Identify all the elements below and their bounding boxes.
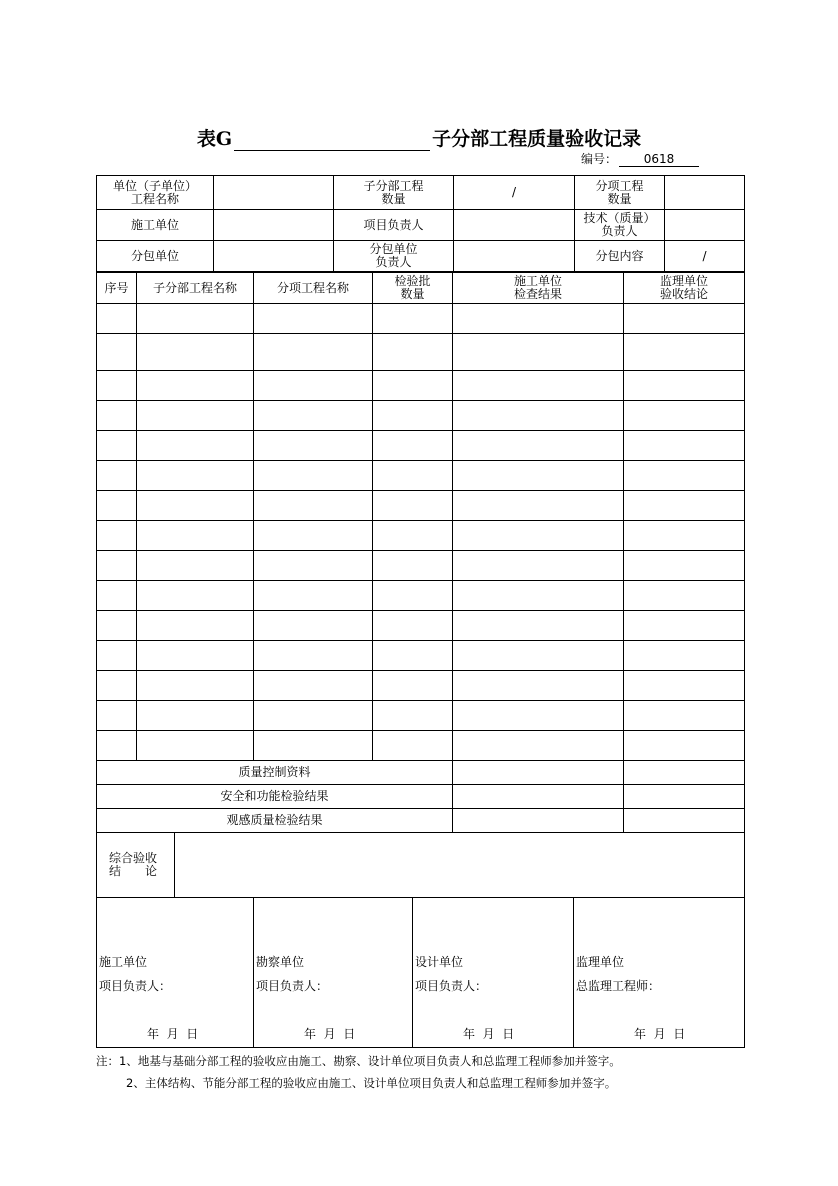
check-result-cell[interactable] xyxy=(453,641,624,671)
seq-cell[interactable] xyxy=(97,371,137,401)
batch-count-cell[interactable] xyxy=(373,611,453,641)
appearance-field[interactable] xyxy=(453,809,624,833)
batch-count-cell[interactable] xyxy=(373,431,453,461)
seq-cell[interactable] xyxy=(97,521,137,551)
seq-cell[interactable] xyxy=(97,431,137,461)
batch-count-cell[interactable] xyxy=(373,401,453,431)
quality-control-supervise-field[interactable] xyxy=(624,761,745,785)
table-row xyxy=(97,581,745,611)
project-manager-field[interactable] xyxy=(454,210,575,241)
supervise-result-cell[interactable] xyxy=(624,731,745,761)
table-row xyxy=(97,491,745,521)
title-blank-field[interactable] xyxy=(234,132,430,151)
item-name-cell[interactable] xyxy=(254,611,373,641)
safety-field[interactable] xyxy=(453,785,624,809)
signature-person: 项目负责人： xyxy=(99,979,172,993)
batch-count-cell[interactable] xyxy=(373,671,453,701)
header-item-name: 分项工程名称 xyxy=(254,273,373,304)
tech-manager-field[interactable] xyxy=(665,210,745,241)
header-seq: 序号 xyxy=(97,273,137,304)
supervise-result-cell[interactable] xyxy=(624,581,745,611)
overall-table xyxy=(96,832,745,898)
sub-name-cell[interactable] xyxy=(137,461,254,491)
signature-unit: 监理单位 xyxy=(576,955,625,969)
batch-count-cell[interactable] xyxy=(373,701,453,731)
seq-cell[interactable] xyxy=(97,701,137,731)
form-title xyxy=(0,124,838,151)
note-2: 2、主体结构、节能分部工程的验收应由施工、设计单位项目负责人和总监理工程师参加并签字。 xyxy=(126,1076,617,1090)
item-name-cell[interactable] xyxy=(254,461,373,491)
supervise-result-cell[interactable] xyxy=(624,611,745,641)
check-result-cell[interactable] xyxy=(453,431,624,461)
table-row xyxy=(97,611,745,641)
sub-dept-count-label: 子分部工程 数量 xyxy=(334,176,454,210)
note-1: 注：1、地基与基础分部工程的验收应由施工、勘察、设计单位项目负责人和总监理工程师参加并签字。 xyxy=(96,1054,621,1068)
signature-person: 总监理工程师： xyxy=(576,979,661,993)
batch-count-cell[interactable] xyxy=(373,641,453,671)
signature-person: 项目负责人： xyxy=(415,979,488,993)
supervise-result-cell[interactable] xyxy=(624,701,745,731)
signature-unit: 勘察单位 xyxy=(256,955,305,969)
seq-cell[interactable] xyxy=(97,304,137,334)
code-label: 编号： xyxy=(581,152,618,166)
signature-date: 年 月 日 xyxy=(463,1027,515,1041)
header-batch-count: 检验批 数量 xyxy=(373,273,453,304)
sub-name-cell[interactable] xyxy=(137,641,254,671)
table-row xyxy=(97,334,745,371)
header-check-result: 施工单位 检查结果 xyxy=(453,273,624,304)
construction-unit-field[interactable] xyxy=(214,210,334,241)
check-result-cell[interactable] xyxy=(453,611,624,641)
sub-manager-label: 分包单位 负责人 xyxy=(334,241,454,272)
supervise-result-cell[interactable] xyxy=(624,304,745,334)
signature-construction[interactable] xyxy=(97,898,254,1048)
item-name-cell[interactable] xyxy=(254,671,373,701)
supervise-result-cell[interactable] xyxy=(624,461,745,491)
check-result-cell[interactable] xyxy=(453,581,624,611)
signature-supervision[interactable] xyxy=(574,898,745,1048)
table-row xyxy=(97,304,745,334)
subcontract-unit-field[interactable] xyxy=(214,241,334,272)
sub-name-cell[interactable] xyxy=(137,551,254,581)
batch-count-cell[interactable] xyxy=(373,304,453,334)
check-result-cell[interactable] xyxy=(453,304,624,334)
signature-table xyxy=(96,897,745,1048)
table-row xyxy=(97,671,745,701)
project-manager-label: 项目负责人 xyxy=(334,210,454,241)
overall-label: 综合验收 结 论 xyxy=(97,833,175,898)
table-row xyxy=(97,641,745,671)
sub-name-cell[interactable] xyxy=(137,491,254,521)
supervise-result-cell[interactable] xyxy=(624,371,745,401)
code-value: 0618 xyxy=(619,152,699,167)
construction-unit-label: 施工单位 xyxy=(97,210,214,241)
signature-date: 年 月 日 xyxy=(147,1027,199,1041)
batch-count-cell[interactable] xyxy=(373,371,453,401)
appearance-supervise-field[interactable] xyxy=(624,809,745,833)
batch-count-cell[interactable] xyxy=(373,461,453,491)
unit-name-label: 单位（子单位） 工程名称 xyxy=(97,176,214,210)
batch-count-cell[interactable] xyxy=(373,731,453,761)
item-name-cell[interactable] xyxy=(254,731,373,761)
batch-count-cell[interactable] xyxy=(373,491,453,521)
item-name-cell[interactable] xyxy=(254,491,373,521)
item-name-cell[interactable] xyxy=(254,641,373,671)
supervise-result-cell[interactable] xyxy=(624,334,745,371)
seq-cell[interactable] xyxy=(97,671,137,701)
subcontract-unit-label: 分包单位 xyxy=(97,241,214,272)
seq-cell[interactable] xyxy=(97,461,137,491)
item-count-label: 分项工程 数量 xyxy=(575,176,665,210)
table-row xyxy=(97,431,745,461)
batch-count-cell[interactable] xyxy=(373,551,453,581)
seq-cell[interactable] xyxy=(97,641,137,671)
sub-name-cell[interactable] xyxy=(137,581,254,611)
sub-name-cell[interactable] xyxy=(137,401,254,431)
tech-manager-label: 技术（质量） 负责人 xyxy=(575,210,665,241)
batch-count-cell[interactable] xyxy=(373,581,453,611)
check-result-cell[interactable] xyxy=(453,671,624,701)
unit-name-field[interactable] xyxy=(214,176,334,210)
check-result-cell[interactable] xyxy=(453,701,624,731)
signature-unit: 设计单位 xyxy=(415,955,464,969)
table-row xyxy=(97,521,745,551)
safety-label: 安全和功能检验结果 xyxy=(97,785,453,809)
signature-design[interactable] xyxy=(413,898,574,1048)
title-suffix: 子分部工程质量验收记录 xyxy=(432,128,642,150)
signature-date: 年 月 日 xyxy=(634,1027,686,1041)
seq-cell[interactable] xyxy=(97,401,137,431)
quality-control-label: 质量控制资料 xyxy=(97,761,453,785)
seq-cell[interactable] xyxy=(97,491,137,521)
supervise-result-cell[interactable] xyxy=(624,491,745,521)
notes xyxy=(96,1050,621,1094)
form-code xyxy=(581,150,699,167)
supervise-result-cell[interactable] xyxy=(624,671,745,701)
item-name-cell[interactable] xyxy=(254,371,373,401)
sub-name-cell[interactable] xyxy=(137,371,254,401)
check-result-cell[interactable] xyxy=(453,521,624,551)
sub-manager-field[interactable] xyxy=(454,241,575,272)
item-name-cell[interactable] xyxy=(254,431,373,461)
seq-cell[interactable] xyxy=(97,551,137,581)
sub-name-cell[interactable] xyxy=(137,611,254,641)
table-row xyxy=(97,461,745,491)
appearance-label: 观感质量检验结果 xyxy=(97,809,453,833)
item-name-cell[interactable] xyxy=(254,304,373,334)
item-name-cell[interactable] xyxy=(254,334,373,371)
sub-content-field[interactable]: / xyxy=(665,241,745,272)
table-row xyxy=(97,551,745,581)
signature-unit: 施工单位 xyxy=(99,955,148,969)
item-name-cell[interactable] xyxy=(254,551,373,581)
header-supervise-result: 监理单位 验收结论 xyxy=(624,273,745,304)
items-table xyxy=(96,272,745,833)
info-table xyxy=(96,175,745,272)
header-sub-name: 子分部工程名称 xyxy=(137,273,254,304)
supervise-result-cell[interactable] xyxy=(624,431,745,461)
check-result-cell[interactable] xyxy=(453,551,624,581)
batch-count-cell[interactable] xyxy=(373,521,453,551)
safety-supervise-field[interactable] xyxy=(624,785,745,809)
check-result-cell[interactable] xyxy=(453,371,624,401)
seq-cell[interactable] xyxy=(97,581,137,611)
sub-name-cell[interactable] xyxy=(137,671,254,701)
sub-content-label: 分包内容 xyxy=(575,241,665,272)
item-name-cell[interactable] xyxy=(254,701,373,731)
table-header-row xyxy=(97,273,745,304)
check-result-cell[interactable] xyxy=(453,731,624,761)
check-result-cell[interactable] xyxy=(453,334,624,371)
check-result-cell[interactable] xyxy=(453,461,624,491)
sub-name-cell[interactable] xyxy=(137,431,254,461)
supervise-result-cell[interactable] xyxy=(624,641,745,671)
sub-name-cell[interactable] xyxy=(137,701,254,731)
seq-cell[interactable] xyxy=(97,334,137,371)
check-result-cell[interactable] xyxy=(453,401,624,431)
sub-name-cell[interactable] xyxy=(137,521,254,551)
seq-cell[interactable] xyxy=(97,611,137,641)
quality-control-field[interactable] xyxy=(453,761,624,785)
overall-field[interactable] xyxy=(175,833,745,898)
table-row xyxy=(97,401,745,431)
sub-name-cell[interactable] xyxy=(137,731,254,761)
item-name-cell[interactable] xyxy=(254,401,373,431)
table-row xyxy=(97,731,745,761)
table-row xyxy=(97,371,745,401)
signature-date: 年 月 日 xyxy=(304,1027,356,1041)
table-row xyxy=(97,701,745,731)
item-name-cell[interactable] xyxy=(254,521,373,551)
sub-dept-count-field[interactable]: / xyxy=(454,176,575,210)
item-count-field[interactable] xyxy=(665,176,745,210)
seq-cell[interactable] xyxy=(97,731,137,761)
item-name-cell[interactable] xyxy=(254,581,373,611)
supervise-result-cell[interactable] xyxy=(624,401,745,431)
batch-count-cell[interactable] xyxy=(373,334,453,371)
signature-survey[interactable] xyxy=(254,898,413,1048)
sub-name-cell[interactable] xyxy=(137,334,254,371)
title-prefix: 表G xyxy=(196,128,233,150)
supervise-result-cell[interactable] xyxy=(624,551,745,581)
signature-person: 项目负责人： xyxy=(256,979,329,993)
check-result-cell[interactable] xyxy=(453,491,624,521)
sub-name-cell[interactable] xyxy=(137,304,254,334)
supervise-result-cell[interactable] xyxy=(624,521,745,551)
